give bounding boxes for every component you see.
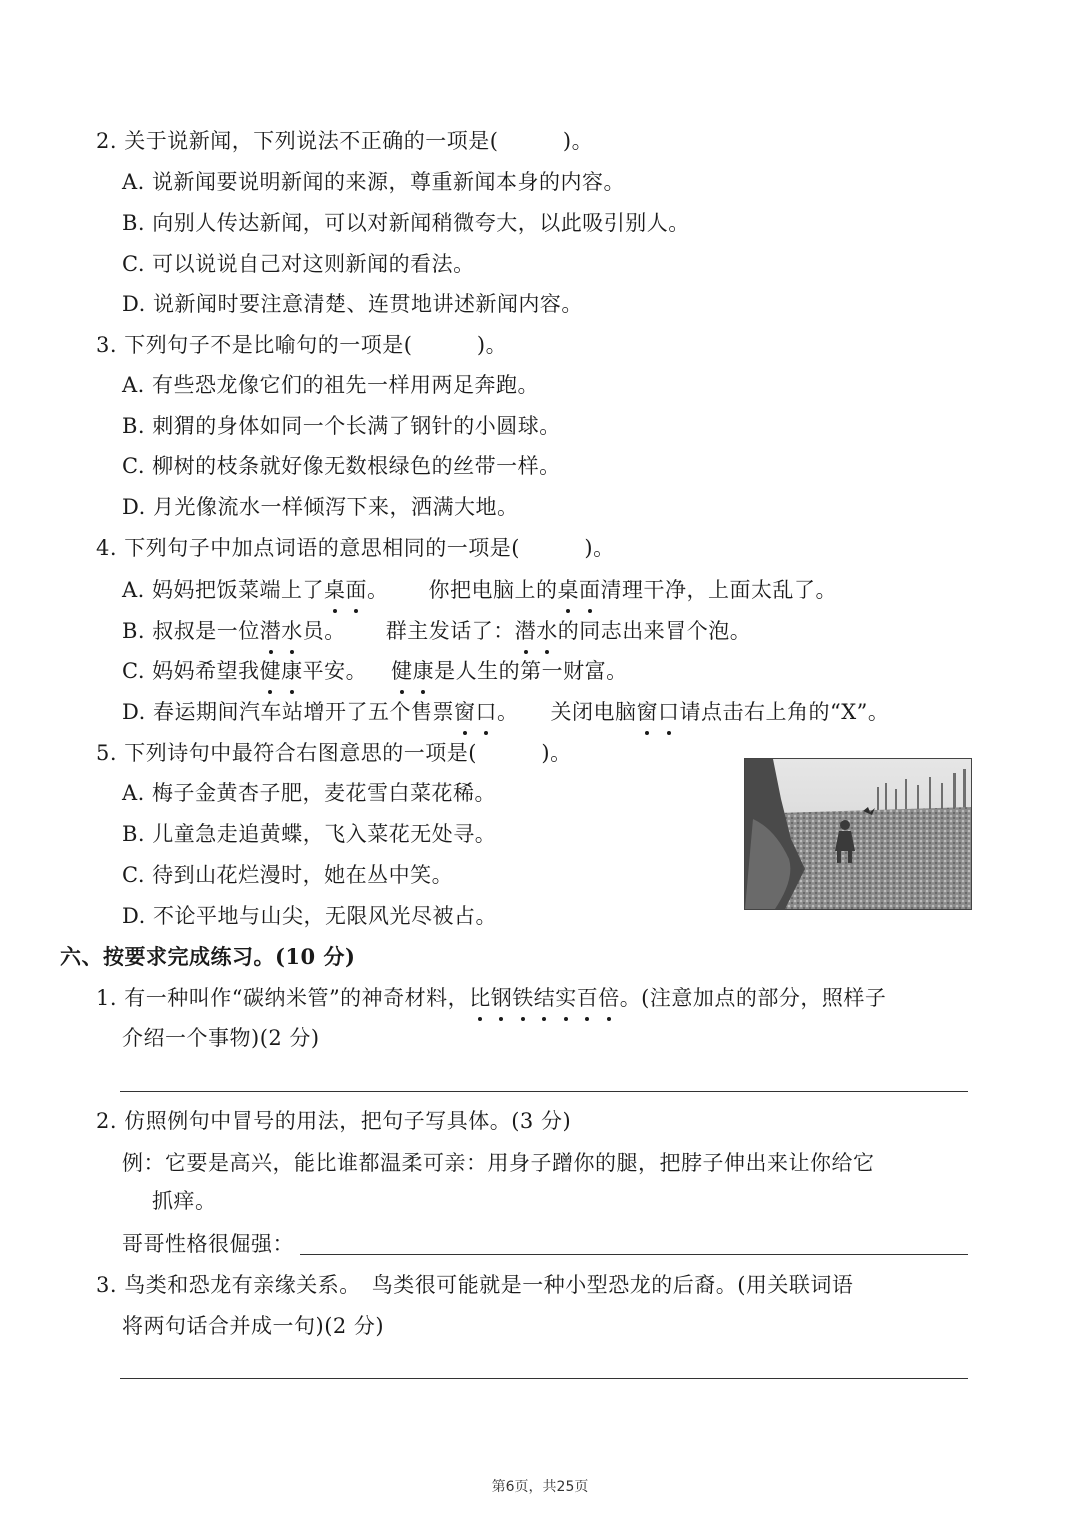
dotted-char: 倍 [598, 983, 620, 1013]
dotted-char: 面 [346, 575, 368, 605]
question-3-stem: 3. 下列句子不是比喻句的一项是( )。 [96, 333, 508, 357]
answer-line-2[interactable] [300, 1254, 968, 1255]
page-footer: 第6页，共25页 [491, 1479, 589, 1495]
dotted-char: 比 [469, 983, 491, 1013]
dotted-char: 面 [579, 575, 601, 605]
dotted-char: 健 [260, 656, 282, 686]
question-5-option-b: B. 儿童急走追黄蝶，飞入菜花无处寻。 [122, 822, 497, 846]
section-6-question-1-line-2: 介绍一个事物)(2 分) [122, 1026, 320, 1050]
dotted-char: 桌 [558, 575, 580, 605]
answer-line-3[interactable] [120, 1378, 968, 1379]
question-5-option-c: C. 待到山花烂漫时，她在丛中笑。 [122, 863, 454, 887]
dotted-char: 水 [536, 616, 558, 646]
question-3-option-b: B. 刺猬的身体如同一个长满了钢针的小圆球。 [122, 414, 561, 438]
dotted-char: 水 [281, 616, 303, 646]
question-2-stem: 2. 关于说新闻，下列说法不正确的一项是( )。 [96, 129, 594, 153]
question-4-option-d: D. 春运期间汽车站增开了五个售票窗口。 关闭电脑窗口请点击右上角的“X”。 [122, 697, 889, 727]
dotted-char: 百 [577, 983, 599, 1013]
question-3-option-a: A. 有些恐龙像它们的祖先一样用两足奔跑。 [122, 373, 540, 397]
illustration-flower-field [744, 758, 972, 910]
section-6-question-3-line-1: 3. 鸟类和恐龙有亲缘关系。 鸟类很可能就是一种小型恐龙的后裔。(用关联词语 [96, 1273, 854, 1297]
question-5-stem: 5. 下列诗句中最符合右图意思的一项是( )。 [96, 741, 572, 765]
flower-field-image [745, 759, 971, 909]
dotted-char: 钢 [491, 983, 513, 1013]
dotted-char: 康 [281, 656, 303, 686]
dotted-char: 口 [475, 697, 497, 727]
question-2-option-a: A. 说新闻要说明新闻的来源，尊重新闻本身的内容。 [122, 170, 626, 194]
question-3-option-c: C. 柳树的枝条就好像无数根绿色的丝带一样。 [122, 454, 561, 478]
dotted-char: 康 [413, 656, 435, 686]
section-6-question-1: 1. 有一种叫作“碳纳米管”的神奇材料，比钢铁结实百倍。(注意加点的部分，照样子 [96, 983, 886, 1013]
answer-line-1[interactable] [120, 1091, 968, 1092]
dotted-char: 窗 [454, 697, 476, 727]
question-4-option-b: B. 叔叔是一位潜水员。 群主发话了：潜水的同志出来冒个泡。 [122, 616, 751, 646]
dotted-char: 窗 [636, 697, 658, 727]
dotted-char: 实 [555, 983, 577, 1013]
question-5-option-a: A. 梅子金黄杏子肥，麦花雪白菜花稀。 [122, 781, 497, 805]
question-5-option-d: D. 不论平地与山尖，无限风光尽被占。 [122, 904, 497, 928]
dotted-char: 铁 [512, 983, 534, 1013]
dotted-char: 潜 [260, 616, 282, 646]
question-4-option-c: C. 妈妈希望我健康平安。 健康是人生的第一财富。 [122, 656, 628, 686]
question-2-option-b: B. 向别人传达新闻，可以对新闻稍微夸大，以此吸引别人。 [122, 211, 690, 235]
question-2-option-c: C. 可以说说自己对这则新闻的看法。 [122, 252, 475, 276]
section-6-question-2-stem: 2. 仿照例句中冒号的用法，把句子写具体。(3 分) [96, 1109, 572, 1133]
section-6-question-2-example-cont: 抓痒。 [152, 1189, 217, 1213]
dotted-char: 桌 [324, 575, 346, 605]
section-6-question-2-prompt: 哥哥性格很倔强： [122, 1232, 294, 1256]
dotted-char: 健 [391, 656, 413, 686]
section-6-question-2-example: 例：它要是高兴，能比谁都温柔可亲：用身子蹭你的腿，把脖子伸出来让你给它 [122, 1151, 875, 1175]
dotted-char: 口 [658, 697, 680, 727]
question-4-stem: 4. 下列句子中加点词语的意思相同的一项是( )。 [96, 536, 615, 560]
section-6-title: 六、按要求完成练习。(10 分) [60, 944, 356, 969]
dotted-char: 结 [534, 983, 556, 1013]
question-4-option-a: A. 妈妈把饭菜端上了桌面。 你把电脑上的桌面清理干净，上面太乱了。 [122, 575, 837, 605]
section-6-question-3-line-2: 将两句话合并成一句)(2 分) [122, 1314, 385, 1338]
question-3-option-d: D. 月光像流水一样倾泻下来，洒满大地。 [122, 495, 519, 519]
dotted-char: 潜 [515, 616, 537, 646]
question-2-option-d: D. 说新闻时要注意清楚、连贯地讲述新闻内容。 [122, 292, 583, 316]
